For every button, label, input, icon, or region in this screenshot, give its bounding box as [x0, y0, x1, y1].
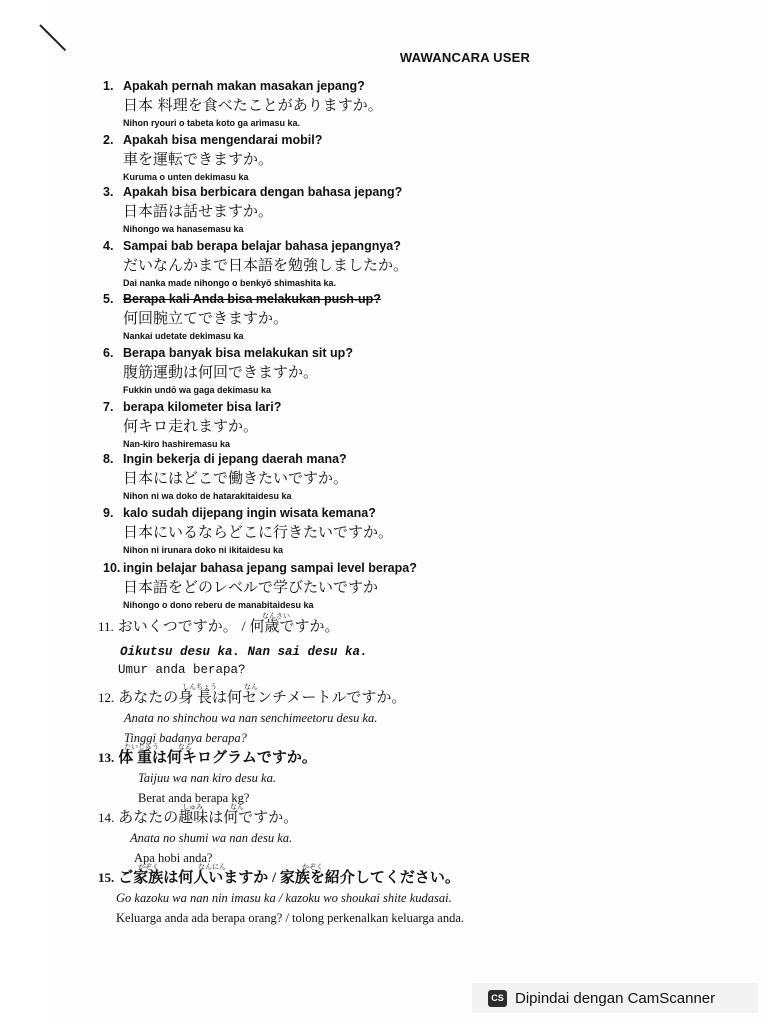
question-13: 13. 体 重は何キログラムですか。 たいじゅう なん Taijuu wa nan kiro desu ka. Berat anda berapa kg? — [98, 743, 317, 805]
question-10: 10. ingin belajar bahasa jepang sampai level berapa? 日本語をどのレベルで学びたいですか Nihongo o dono reberu de manabitaidesu ka — [103, 561, 417, 610]
document-title: WAWANCARA USER — [399, 50, 531, 65]
question-8: 8. Ingin bekerja di jepang daerah mana? 日本にはどこで働きたいですか。 Nihon ni wa doko de hatarakitaidesu ka — [103, 452, 349, 501]
question-11: 11. おいくつですか。 / 何歳ですか。 なんさい Oikutsu desu ka. Nan sai desu ka. Umur anda berapa? — [98, 612, 368, 677]
furigana: なんさい — [262, 612, 290, 620]
question-9: 9. kalo sudah dijepang ingin wisata kemana? 日本にいるならどこに行きたいですか。 Nihon ni irunara doko ni ikitaidesu ka — [103, 506, 394, 555]
question-1: 1. Apakah pernah makan masakan jepang? 日本 料理を食べたことがありますか。 Nihon ryouri o tabeta koto ga arimasu ka. — [103, 79, 383, 128]
camscanner-label: Dipindai dengan CamScanner — [515, 989, 716, 1007]
question-7: 7. berapa kilometer bisa lari? 何キロ走れますか。 Nan-kiro hashiremasu ka — [103, 400, 282, 449]
camscanner-badge — [472, 983, 758, 1013]
camscanner-logo-icon: CS — [488, 990, 507, 1007]
question-15: 15. ご家族は何人いますか / 家族を紹介してください。 かぞく なんにん かぞく Go kazoku wa nan nin imasu ka / kazoku wo shoukai shite kudasai. Keluarga anda ada berapa orang? / tolong perkenalkan keluarga anda. — [98, 863, 464, 925]
question-3: 3. Apakah bisa berbicara dengan bahasa jepang? 日本語は話せますか。 Nihongo wa hanasemasu ka — [103, 185, 403, 234]
question-6: 6. Berapa banyak bisa melakukan sit up? 腹筋運動は何回できますか。 Fukkin undō wa gaga dekimasu ka — [103, 346, 353, 395]
question-2: 2. Apakah bisa mengendarai mobil? 車を運転できますか。 Kuruma o unten dekimasu ka — [103, 133, 323, 182]
question-14: 14. あなたの趣味は何ですか。 しゅみ なん Anata no shumi wa nan desu ka. Apa hobi anda? — [98, 803, 299, 865]
question-4: 4. Sampai bab berapa belajar bahasa jepangnya? だいなんかまで日本語を勉強しましたか。 Dai nanka made nihongo o benkyō shimashita ka. — [103, 239, 409, 288]
question-5: 5. Berapa kali Anda bisa melakukan push-up? 何回腕立てできますか。 Nankai udetate dekimasu ka — [103, 292, 381, 341]
question-12: 12. あなたの身 長は何センチメートルですか。 しんちょう なん Anata no shinchou wa nan senchimeetoru desu ka. Tinggi badanya berapa? — [98, 683, 407, 745]
